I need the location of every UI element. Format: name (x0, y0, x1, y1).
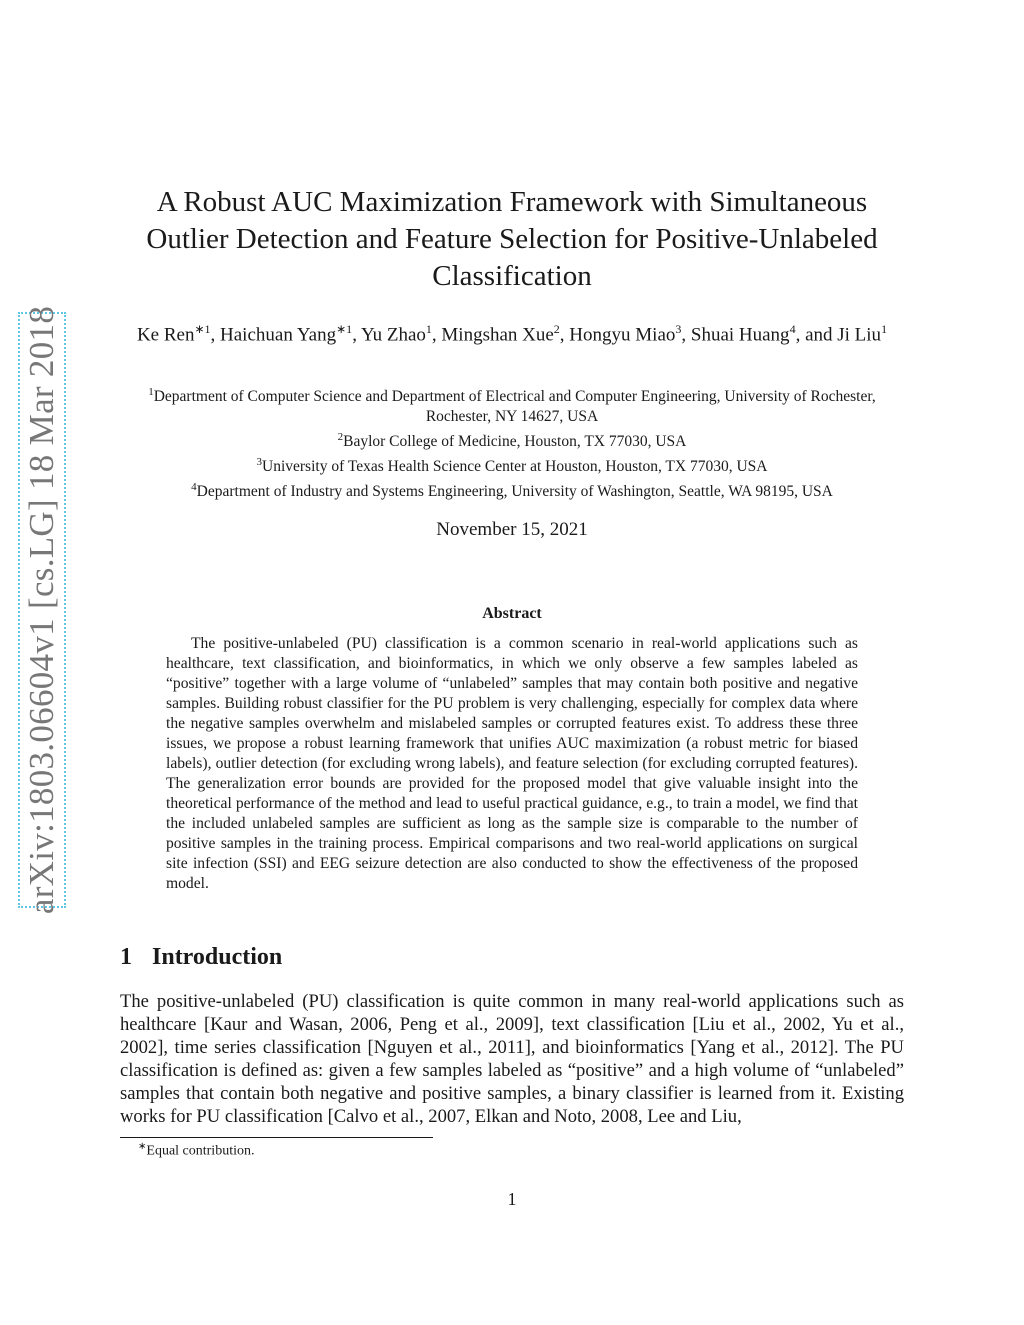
author-conjunction: , and (795, 324, 833, 346)
paper-title (120, 184, 904, 295)
author-mark: 2 (553, 322, 560, 336)
author-name: Mingshan Xue (441, 324, 554, 346)
author-mark: 1 (881, 322, 888, 336)
abstract-text: The positive-unlabeled (PU) classification is a common scenario in real-world applications such as healthcare, text classification, and bioinformatics, in which we only observe a few samples labeled as “positive” together with a large volume of “unlabeled” samples that may contain both positive and negative samples. Building robust classifier for the PU problem is very challenging, especially for complex data where the negative samples overwhelm and mislabeled samples or corrupted features exist. To address these three issues, we propose a robust learning framework that unifies AUC maximization (a robust metric for biased labels), outlier detection (for excluding wrong labels), and feature selection (for excluding corrupted features). The generalization error bounds are provided for the proposed model that give valuable insight into the theoretical performance of the method and lead to useful practical guidance, e.g., to train a model, we find that the included unlabeled samples are sufficient as long as the sample size is comparable to the number of positive samples in the training process. Empirical comparisons and two real-world applications on surgical site infection (SSI) and EEG seizure detection are also conducted to show the effectiveness of the proposed model. (166, 635, 858, 892)
affiliation-text: Department of Computer Science and Department of Electrical and Computer Engineering, University of Rochester, Rochester, NY 14627, USA (153, 388, 876, 426)
affiliation (120, 452, 904, 477)
author-name: Shuai Huang (690, 324, 790, 346)
author-mark: 4 (789, 322, 796, 336)
title-line: Classification (432, 260, 592, 292)
affiliation-mark: 1 (148, 386, 154, 398)
page-number: 1 (507, 1189, 517, 1209)
affiliation-mark: 2 (337, 431, 344, 444)
title-line: A Robust AUC Maximization Framework with Simultaneous (156, 186, 868, 218)
author-separator: , (431, 324, 442, 346)
affiliation-mark: 3 (256, 456, 263, 469)
author-separator: , (352, 324, 361, 346)
footnote-text: Equal contribution. (146, 1143, 255, 1159)
affiliation-text: Department of Industry and Systems Engineering, University of Washington, Seattle, WA 98195, USA (196, 483, 833, 501)
arxiv-stamp (18, 305, 66, 915)
author-name: Hongyu Miao (569, 324, 676, 346)
section-title: Introduction (152, 944, 283, 970)
author-separator: , (559, 324, 570, 346)
footnote-mark: ∗ (138, 1141, 147, 1152)
paper-date: November 15, 2021 (436, 519, 588, 540)
author-mark: ∗1 (336, 322, 353, 336)
section-body: The positive-unlabeled (PU) classification is quite common in many real-world applications such as healthcare [Kaur and Wasan, 2006, Peng et al., 2009], text classification [Liu et al., 2002, Yu et al., 2002], time series classification [Nguyen et al., 2011], and bioinformatics [Yang et al., 2012]. The PU classification is defined as: given a few samples labeled as “positive” and a high volume of “unlabeled” samples that contain both negative and positive samples, a binary classifier is learned from it. Existing works for PU classification [Calvo et al., 2007, Elkan and Noto, 2008, Lee and Liu, (120, 991, 904, 1127)
section-heading (120, 944, 282, 971)
affiliation-mark: 4 (191, 481, 197, 494)
author-mark: 1 (425, 322, 432, 336)
section-number: 1 (120, 944, 132, 970)
author-name: Ji Liu (837, 324, 882, 346)
author-mark: 3 (675, 322, 682, 336)
affiliation-text: Baylor College of Medicine, Houston, TX 77030, USA (343, 433, 687, 451)
affiliation (120, 382, 904, 427)
footnote (138, 1141, 254, 1160)
footnote-divider (120, 1137, 433, 1138)
author-name: Haichuan Yang (220, 324, 337, 346)
affiliation-text: University of Texas Health Science Center at Houston, Houston, TX 77030, USA (262, 458, 768, 476)
affiliation (120, 427, 904, 452)
affiliation (120, 477, 904, 502)
author-mark: ∗1 (194, 322, 211, 336)
abstract-heading: Abstract (482, 605, 542, 622)
arxiv-stamp-text: arXiv:1803.06604v1 [cs.LG] 18 Mar 2018 (22, 305, 61, 915)
author-list (120, 318, 904, 346)
title-line: Outlier Detection and Feature Selection for Positive-Unlabeled (146, 223, 878, 255)
author-name: Yu Zhao (360, 324, 426, 346)
author-separator: , (210, 324, 221, 346)
author-name: Ke Ren (136, 324, 195, 346)
author-separator: , (681, 324, 691, 346)
affiliation-list (120, 382, 904, 503)
